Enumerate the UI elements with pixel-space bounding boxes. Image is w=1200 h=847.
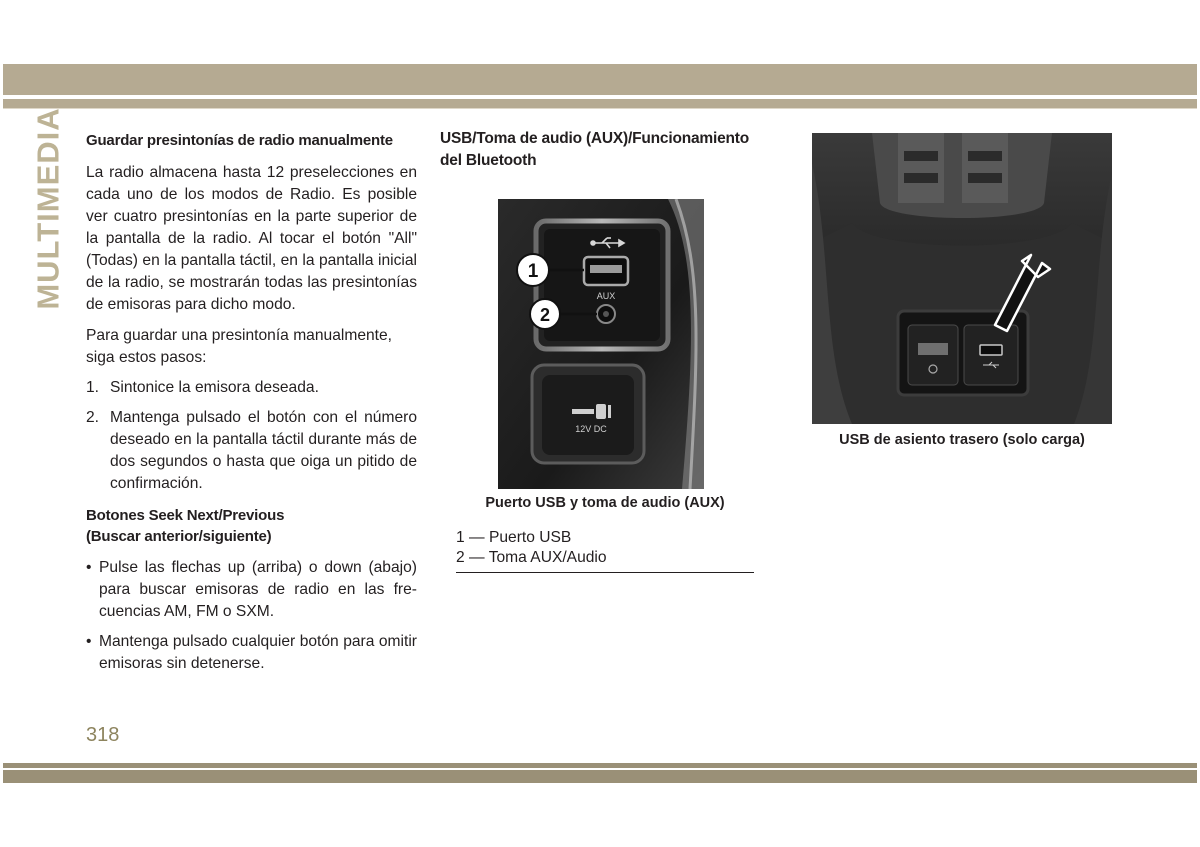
paragraph-presets-intro: La radio almacena hasta 12 preselecciones en cada uno de los modos de Radio. Es posible ver cuatro presintonías en la parte superior de la pantalla de la radio. Al tocar el botón "All" (Todas) en la pantalla táctil, en la pantalla inicial de la radio, se mostrarán todas las presintonías de emisoras para dicho modo.: [86, 164, 417, 313]
figure-legend: [456, 528, 754, 568]
legend-item-2: [456, 548, 754, 568]
legend-dash: —: [469, 549, 489, 566]
section-tab: [28, 106, 68, 310]
paragraph-steps-intro: Para guardar una presintonía manualmente, siga estos pasos:: [86, 327, 393, 366]
legend-dash: —: [469, 529, 489, 546]
legend-text: Puerto USB: [488, 529, 572, 546]
bullet-item: [86, 557, 417, 623]
page-number: 318: [86, 724, 120, 746]
footer-band: [3, 770, 1197, 783]
usb-aux-photo: [498, 199, 704, 489]
header-band: [3, 64, 1197, 95]
step-text: Mantenga pulsado el botón con el número deseado en la pantalla táctil durante más de dos segundos o hasta que oiga un pitido de confirmación.: [110, 409, 417, 492]
left-column: [86, 128, 417, 675]
figure-caption-usb-aux: Puerto USB y toma de audio (AUX): [485, 495, 725, 511]
rear-usb-port: [980, 345, 1002, 355]
aux-label: AUX: [596, 291, 616, 301]
bullet-dot: •: [86, 633, 92, 650]
heading-seek-line2: (Buscar anterior/siguiente): [86, 528, 272, 545]
heading-usb-aux: USB/Toma de audio (AUX)/Funcionamiento del Bluetooth: [440, 130, 750, 169]
legend-number: 1: [456, 529, 465, 546]
middle-column: [440, 128, 760, 172]
bullet-text: Mantenga pulsado cualquier botón para omitir emisoras sin detenerse.: [99, 633, 417, 672]
legend-number: 2: [456, 549, 465, 566]
heading-seek-line1: Botones Seek Next/Previous: [86, 507, 285, 524]
bullet-dot: •: [86, 559, 92, 576]
legend-text: Toma AUX/Audio: [488, 549, 607, 566]
header-band-edge: [3, 108, 1197, 109]
figure-caption-rear-usb: USB de asiento trasero (solo carga): [839, 432, 1085, 448]
heading-presets: Guardar presintonías de radio manualmente: [86, 132, 393, 149]
12v-dc-label: 12V DC: [575, 424, 607, 434]
callout-1-number: 1: [527, 261, 539, 282]
section-tab-label: MULTIMEDIA: [30, 106, 66, 310]
footer-band-thin: [3, 763, 1197, 768]
step-text: Sintonice la emisora deseada.: [110, 379, 319, 396]
bullet-text: Pulse las flechas up (arriba) o down (abajo) para buscar emisoras de radio en las fre-cuencias AM, FM o SXM.: [99, 559, 417, 620]
legend-item-1: [456, 528, 754, 548]
step-1: [86, 377, 417, 399]
bullet-item: [86, 631, 417, 675]
step-number: 2.: [86, 409, 100, 426]
step-2: [86, 407, 417, 495]
12v-outlet-cap: [542, 375, 634, 455]
step-number: 1.: [86, 379, 100, 396]
header-band-thin: [3, 99, 1197, 108]
legend-rule: [456, 572, 754, 573]
rear-usb-photo: [812, 133, 1112, 424]
callout-2-number: 2: [539, 305, 551, 325]
